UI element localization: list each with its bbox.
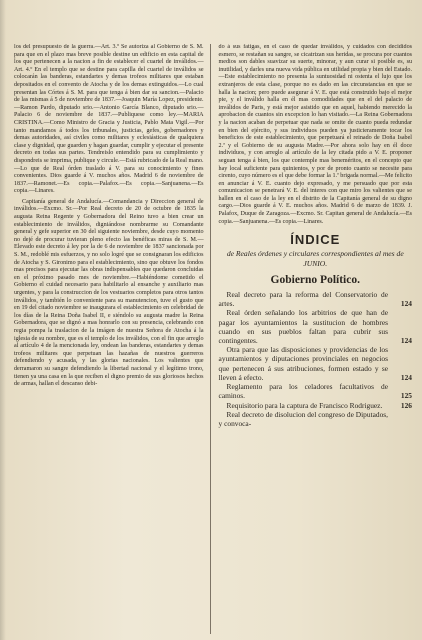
index-title: ÍNDICE xyxy=(290,232,341,248)
index-entry-text: Real órden señalando los arbitrios de que han de pagar los ayuntamientos la sustitucion de hombres cuando en sus pueblos faltan para cubrir sus contingentes. xyxy=(218,308,388,346)
index-entry-text: Real decreto para la reforma del Conservatorio de artes. xyxy=(218,290,388,309)
index-entry xyxy=(219,401,412,410)
index-entry-page: 126 xyxy=(400,400,412,410)
index-entry xyxy=(219,308,412,345)
two-column-layout xyxy=(14,44,412,634)
index-entry xyxy=(219,290,412,308)
index-entry-text: Requisitorio para la captura de Francisco Rodriguez. xyxy=(226,400,383,410)
index-entry xyxy=(219,345,412,382)
index-entry-text: Reglamento para los celadores facultativos de caminos. xyxy=(218,382,388,401)
index-entry xyxy=(219,410,412,428)
index-entry-text: Otra para que las disposiciones y providencias de los ayuntamientos y diputaciones provinciales en negocios que pertenecen á sus atribuciones, formen estado y se lleven á efecto. xyxy=(218,345,388,382)
index-entry-page: 124 xyxy=(400,299,412,309)
index-entry-page: 125 xyxy=(400,391,412,401)
index-entry xyxy=(219,382,412,400)
left-column xyxy=(14,44,211,634)
left-paragraph-1: los del presupuesto de la guerra.—Art. 3.º Se autoriza al Gobierno de S. M. para que en el plazo mas breve posible destine un edificio en esta capital de los que pertenecen a la nacion a fin de establecer el cuartel de inválidos.—Art. 4.º En el templo que se destine para capilla del cuartel de inválidos se colocarán las banderas, estandartes y demas trofeos militares que estaban depositados en el convento de Atocha y de los demas extinguidos.—Lo cual presentan las Córtes á S. M. para que tenga á bien dar su sancion.—Palacio de las mismas á 5 de noviembre de 1837.—Joaquin María Lopez, presidente.—Ramon Pardo, diputado srio.—Antonio García Blanco, diputado srio.—Palacio 6 de noviembre de 1837.—Publiquese como ley.—MARIA CRISTINA.—Como Ministro de Gracia y Justicia, Pablo Mata Vigil.—Por tanto mandamos á todos los tribunales, justicias, gefes, gobernadores y demas autoridades, así civiles como militares y eclesiásticas de qualquiera clase y dignidad, que guarden y hagan guardar, cumplir y ejecutar el presente decreto en todas sus partes. Tendreislo entendido para su cumplimiento y dispondreis se imprima, publique y circule.—Está rubricado de la Real mano.—Lo que de Real órden traslado á V. para su conocimiento y fines convenientes. Dios guarde á V. muchos años. Madrid 6 de noviembre de 1837.—Ramonet.—Es copia.—Palafox.—Es copia.—Sanjuanena.—Es copia.—Linares. xyxy=(14,44,204,195)
left-paragraph-2: Capitanía general de Andalucía.—Comandancia y Direccion general de inválidos.—Excmo. Sr.—Por Real decreto de 20 de octubre de 1835 la augusta Reina Regente y Gobernadora del Reino tuvo a bien crear un establecimiento de inválidos, digniándose nombrarme su Comandante general y gefe superior en 30 del siguiente noviembre, desde cuyo momento no dejé de procurar tuvieran pleno efecto las benéficas miras de S. M.—Elevado este decreto á ley por la de 6 de noviembre de 1837 sancionada por S. M., redoblé mis esfuerzos, y no solo logré que se consignaran los edificios de Atocha y S. Gironimo para el establecimiento, sino que obtuve los fondos mas precisos para ejecutar las obras indispensables que quedaron concluidas en el próximo pasado mes de noviembre.—Habiéndome cometido el Gobierno el cuidad necesario para habilitarlo al ensanche y auxiliario mas urgentes, y para la construccion de los vestuarios completos para otros tantos inválidos, y también lo conveniente para su manutencion, tuve el gusto que en 19 del citado noviembre se inaugurara el establecimiento en celebridad de los días de la Reina Doña Isabel II, e siéndolo su augusta madre la Reina Gobernadora, que se dignó a mas honrarlo con su presencia, celebrando con regia pompa la traslacion de la imágen de nuestra Señora de Atocha á la iglesia de su nombre, que es el templo de los inválidos, con el fin que arreglo al artículo 4 de la mencionada ley, ondean las banderas, estandartes y demas trofeos militares que perpetuan las hazañas de nuestros guerreros defendiendo y acusada, y las glorias nacionales. Los valientes que derramaron su sangre defendiendo la libertad nacional y el legítimo trono, tienen ya una casa en la que reciben el digno premio de sus gloriosos hechos de armas, hallan el descanso debi- xyxy=(14,198,204,388)
index-subtitle: de Reales órdenes y circulares correspondientes al mes de JUNIO. xyxy=(226,249,404,268)
page-binding-shadow xyxy=(0,0,6,640)
right-column xyxy=(211,44,412,634)
index-section-heading: Gobierno Político. xyxy=(270,274,360,287)
index-entry-page: 124 xyxy=(400,372,412,382)
right-paragraph-1: do á sus fatigas, en el caso de quedar inválidos, y cuidados con decididos esmero, se restañan su sangre, se cicatrizan sus heridas, se procura por cuantos medios son dables suavizar su suerte, minorar, y aun curar si posible es, su inutilidad, y darles una nueva vida pública en utilidad propia y bien del Estado.—Este establecimiento no presenta la suntuosidad ni ostenta el lujo que los extranjeros de esta clase, porque no es dado en las circunstancias en que se halla la nacion; pero puede asegurar á V. E. que está construido bajo el mejor pie, y el inválido halla en él mas comodidades que en el del palacio de inválidos de Paris, y está mejor asistido que en aquel, habiendo merecido la aprobacion de cuantos sin excepcion lo han visitado.—La Reina Gobernadora y la nacion acaban de perpetuar que nada se omite de cuanto pueda redundar en bien del ejército, y sus individuos pueden ya justicieramente tocar los beneficios de este establecimiento, que perpetuará el reinado de Doña Isabel 2.ª y el Gobierno de su augusta Madre.—Por ahora solo hay en él doce individuos, y con arreglo al artículo de la ley citada pido a V. E. proponer seguan tenga á bien, los que contemple mas beneméritos, en el concepto que hay local suficiente para quinientos, y por de pronto cuanto se necesite para cirento, cuyo número es el que debe formar la 1.ª brigada normal.—Me felicito en anunciar á V. E. cuanto dejo expresado, y me persuado que por esta comunicacion se penetrará V. E. del interes con que miro los valientes que se hallen en el caso de la ley en el distrito de la Capitanía general de su digno cargo.—Dios guarde á V. E. muchos años. Madrid 6 de marzo de 1839. J. Palafox, Duque de Zaragoza.—Excmo. Sr. Capitan general de Andalucía.—Es copia.—Sanjuanena.—Es copia.—Linares. xyxy=(218,44,412,225)
index-entry-text: Real decreto de disolucion del congreso de Diputados, y convoca- xyxy=(218,409,388,428)
index-entry-page: 124 xyxy=(400,336,412,346)
